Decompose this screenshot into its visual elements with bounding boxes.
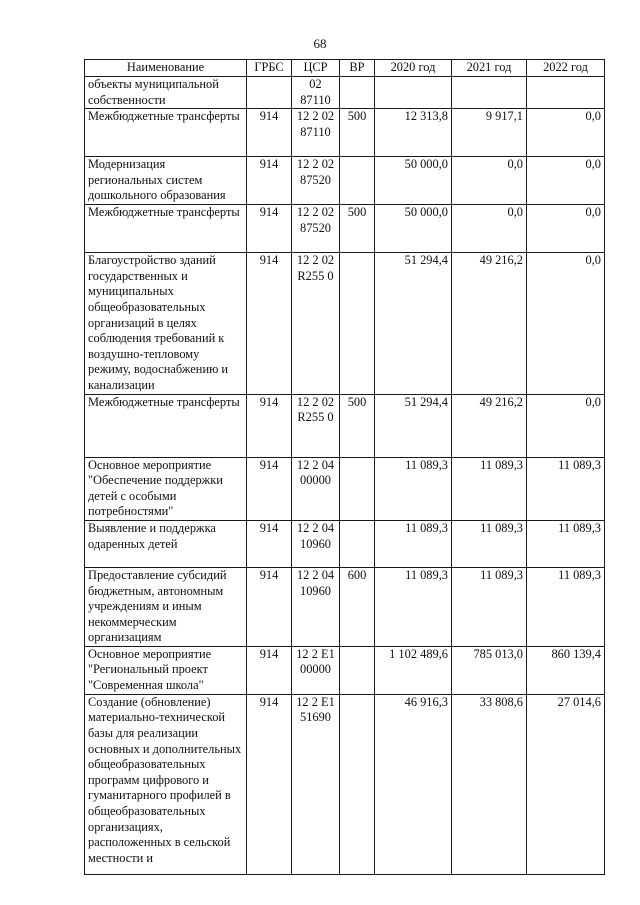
table-row [85,77,605,109]
cell-grbs: 914 [247,253,292,394]
cell-2020: 11 089,3 [375,520,452,567]
cell-2020: 11 089,3 [375,567,452,646]
table-row [85,457,605,520]
cell-csr: 12 2 E1 00000 [292,646,340,694]
cell-name: объекты муниципальной собственности [85,77,247,109]
cell-grbs: 914 [247,520,292,567]
cell-csr: 12 2 04 10960 [292,567,340,646]
cell-2022: 0,0 [527,253,605,394]
cell-vr: 500 [340,109,375,157]
cell-name: Создание (обновление) материально-технической базы для реализации основных и дополнительных общеобразовательных программ цифрового и гуманитарного профилей в общеобразовательных организациях, расположенных в сельской местности и [85,694,247,874]
cell-vr [340,520,375,567]
cell-csr: 12 2 02 R255 0 [292,394,340,457]
cell-2020: 51 294,4 [375,394,452,457]
cell-csr: 12 2 E1 51690 [292,694,340,874]
cell-2022: 11 089,3 [527,520,605,567]
cell-2021 [452,77,527,109]
cell-vr [340,253,375,394]
table-row [85,109,605,157]
cell-vr: 500 [340,394,375,457]
header-2021: 2021 год [452,60,527,77]
cell-grbs: 914 [247,567,292,646]
cell-csr: 12 2 02 87520 [292,205,340,253]
cell-2021: 0,0 [452,157,527,205]
cell-csr: 12 2 02 R255 0 [292,253,340,394]
header-2020: 2020 год [375,60,452,77]
cell-vr: 600 [340,567,375,646]
cell-2021: 33 808,6 [452,694,527,874]
cell-2020: 46 916,3 [375,694,452,874]
cell-grbs: 914 [247,109,292,157]
cell-name: Предоставление субсидий бюджетным, автономным учреждениям и иным некоммерческим организациям [85,567,247,646]
cell-2022: 11 089,3 [527,457,605,520]
cell-csr: 02 87110 [292,77,340,109]
cell-2022: 11 089,3 [527,567,605,646]
header-vr: ВР [340,60,375,77]
table-row [85,205,605,253]
cell-2021: 785 013,0 [452,646,527,694]
cell-2021: 11 089,3 [452,520,527,567]
cell-2020: 1 102 489,6 [375,646,452,694]
table-row [85,157,605,205]
cell-2022 [527,77,605,109]
cell-2020 [375,77,452,109]
cell-csr: 12 2 02 87520 [292,157,340,205]
header-2022: 2022 год [527,60,605,77]
cell-2022: 27 014,6 [527,694,605,874]
cell-grbs: 914 [247,394,292,457]
cell-name: Основное мероприятие "Региональный проект "Современная школа" [85,646,247,694]
cell-vr [340,646,375,694]
cell-2021: 0,0 [452,205,527,253]
budget-table [84,59,605,875]
cell-name: Межбюджетные трансферты [85,109,247,157]
cell-2020: 11 089,3 [375,457,452,520]
cell-name: Модернизация региональных систем дошкольного образования [85,157,247,205]
cell-vr [340,157,375,205]
cell-csr: 12 2 04 10960 [292,520,340,567]
cell-name: Межбюджетные трансферты [85,394,247,457]
page-number: 68 [313,36,327,51]
table-row [85,520,605,567]
cell-2021: 49 216,2 [452,253,527,394]
cell-2020: 50 000,0 [375,157,452,205]
cell-vr [340,694,375,874]
cell-2021: 9 917,1 [452,109,527,157]
cell-2021: 11 089,3 [452,457,527,520]
cell-2022: 0,0 [527,157,605,205]
table-row [85,394,605,457]
header-grbs: ГРБС [247,60,292,77]
cell-vr [340,77,375,109]
cell-2022: 0,0 [527,109,605,157]
cell-2021: 49 216,2 [452,394,527,457]
cell-name: Основное мероприятие "Обеспечение поддержки детей с особыми потребностями" [85,457,247,520]
cell-name: Межбюджетные трансферты [85,205,247,253]
header-csr: ЦСР [292,60,340,77]
table-row [85,253,605,394]
table-row [85,694,605,874]
cell-vr: 500 [340,205,375,253]
table-row [85,646,605,694]
cell-grbs: 914 [247,694,292,874]
cell-grbs: 914 [247,157,292,205]
cell-csr: 12 2 02 87110 [292,109,340,157]
table-row [85,567,605,646]
table-header-row [85,60,605,77]
cell-csr: 12 2 04 00000 [292,457,340,520]
cell-2022: 0,0 [527,394,605,457]
cell-2022: 860 139,4 [527,646,605,694]
header-name: Наименование [85,60,247,77]
cell-2022: 0,0 [527,205,605,253]
cell-grbs [247,77,292,109]
cell-vr [340,457,375,520]
cell-grbs: 914 [247,646,292,694]
cell-name: Благоустройство зданий государственных и муниципальных общеобразовательных организаций в целях соблюдения требований к воздушно-тепловому режиму, водоснабжению и канализации [85,253,247,394]
cell-grbs: 914 [247,457,292,520]
cell-2020: 50 000,0 [375,205,452,253]
cell-2020: 12 313,8 [375,109,452,157]
cell-grbs: 914 [247,205,292,253]
cell-2021: 11 089,3 [452,567,527,646]
cell-name: Выявление и поддержка одаренных детей [85,520,247,567]
cell-2020: 51 294,4 [375,253,452,394]
